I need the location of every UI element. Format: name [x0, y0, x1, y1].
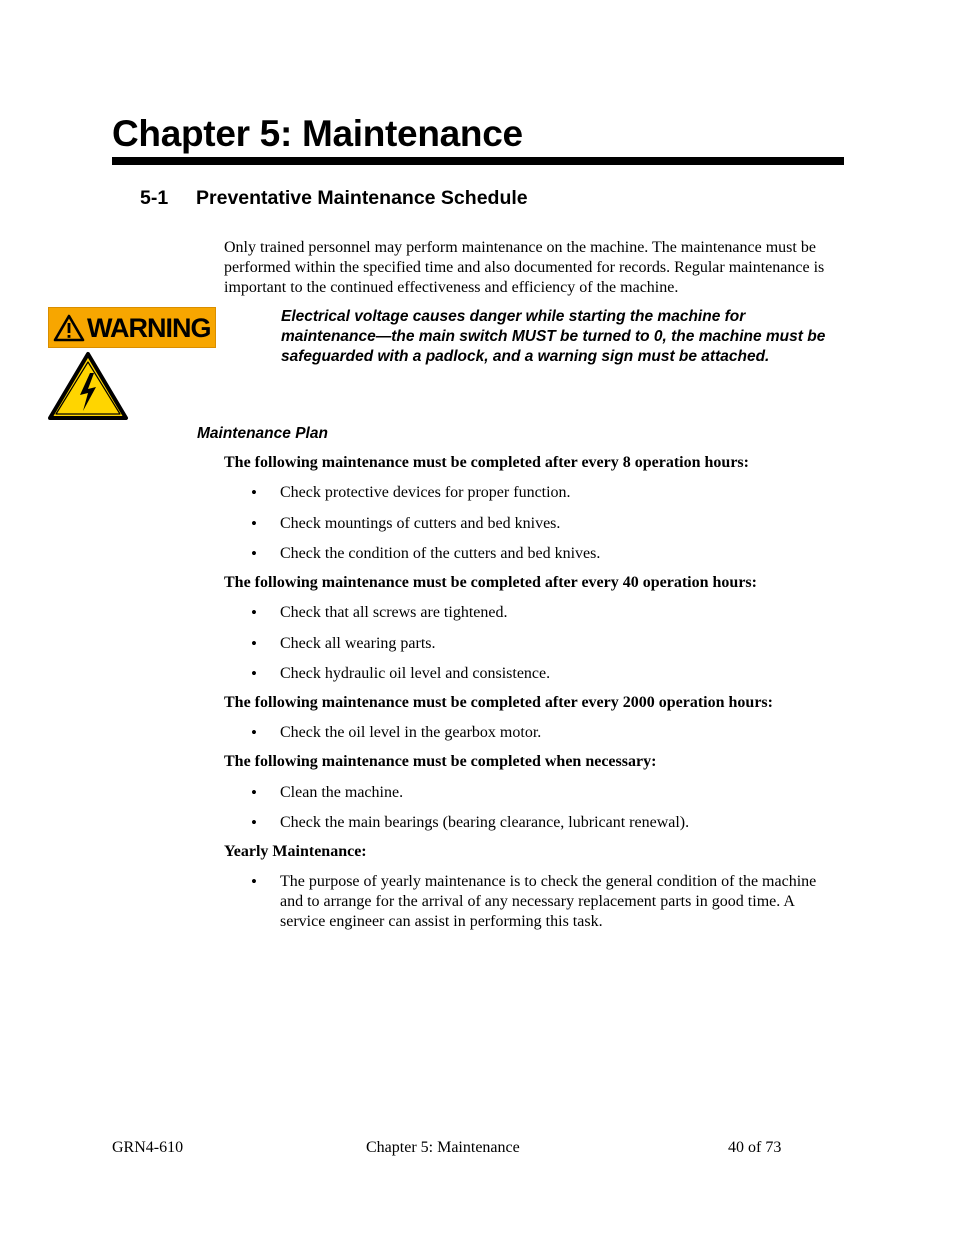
list-item-text: Check mountings of cutters and bed knives. [280, 515, 561, 532]
warning-text: Electrical voltage causes danger while starting the machine for maintenance—the main switch MUST be turned to 0, the machine must be safeguarded with a padlock, and a warning sign must be attached. [281, 308, 826, 365]
list-item-text: The purpose of yearly maintenance is to check the general condition of the machine and to arrange for the arrival of any necessary replacement parts in good time. A service engineer can assist in performing this task. [280, 873, 817, 930]
list-item-text: Check the main bearings (bearing clearance, lubricant renewal). [280, 814, 690, 831]
bullet-icon: • [251, 603, 257, 622]
footer-chapter: Chapter 5: Maintenance [366, 1139, 520, 1156]
list-item-text: Check all wearing parts. [280, 635, 436, 652]
maintenance-plan-heading: Maintenance Plan [197, 425, 328, 442]
section-number: 5-1 [140, 187, 169, 209]
schedule-heading-2000h: The following maintenance must be completed after every 2000 operation hours: [224, 694, 773, 711]
section-title: Preventative Maintenance Schedule [196, 187, 528, 209]
bullet-icon: • [251, 544, 257, 563]
footer-page-number: 40 of 73 [728, 1139, 782, 1156]
list-item-text: Check protective devices for proper function. [280, 484, 571, 501]
bullet-icon: • [251, 664, 257, 683]
list-item-text: Clean the machine. [280, 784, 404, 801]
schedule-heading-as-needed: The following maintenance must be completed when necessary: [224, 753, 657, 770]
bullet-icon: • [251, 483, 257, 502]
footer-doc-id: GRN4-610 [112, 1139, 184, 1156]
warning-badge [48, 307, 216, 348]
bullet-icon: • [251, 723, 257, 742]
list-item-text: Check the oil level in the gearbox motor. [280, 724, 542, 741]
section-heading [140, 185, 528, 211]
chapter-title: Chapter 5: Maintenance [112, 113, 523, 154]
list-item-text: Check hydraulic oil level and consistence. [280, 665, 551, 682]
bullet-icon: • [251, 514, 257, 533]
warning-label: WARNING [87, 313, 211, 343]
schedule-heading-40h: The following maintenance must be completed after every 40 operation hours: [224, 574, 757, 591]
schedule-heading-8h: The following maintenance must be completed after every 8 operation hours: [224, 454, 749, 471]
list-item-text: Check that all screws are tightened. [280, 604, 508, 621]
bullet-icon: • [251, 813, 257, 832]
schedule-heading-yearly: Yearly Maintenance: [224, 843, 367, 860]
intro-paragraph: Only trained personnel may perform maintenance on the machine. The maintenance must be performed within the specified time and also documented for records. Regular maintenance is important to the continued effectiveness and efficiency of the machine. [224, 239, 825, 296]
bullet-icon: • [251, 872, 257, 891]
title-rule [112, 157, 844, 165]
warning-triangle-icon [53, 314, 85, 342]
high-voltage-icon [47, 351, 129, 421]
bullet-icon: • [251, 783, 257, 802]
list-item-text: Check the condition of the cutters and bed knives. [280, 545, 601, 562]
bullet-icon: • [251, 634, 257, 653]
